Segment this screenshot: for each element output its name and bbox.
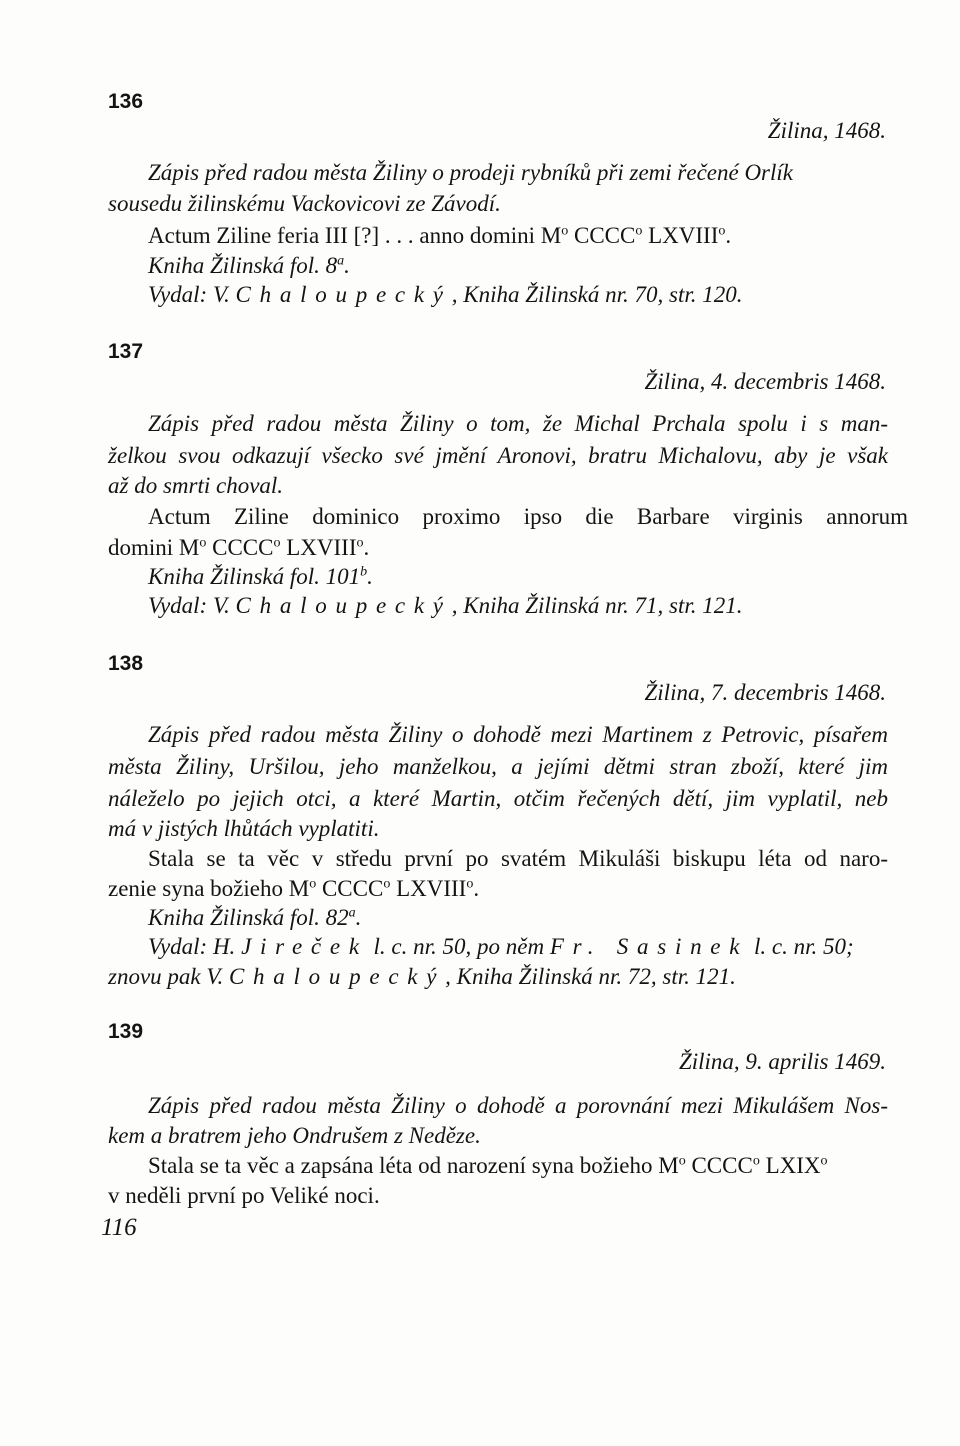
page-folio: 116 (101, 1214, 137, 1241)
text-line: Stala se ta věc v středu první po svatém Mikuláši biskupu léta od naro- (148, 846, 888, 871)
place-date-139: Žilina, 9. aprilis 1469. (678, 1049, 886, 1074)
summary-line: Zápis před radou města Žiliny o dohodě mezi Martinem z Petrovic, písařem (148, 722, 888, 747)
source-line: Kniha Žilinská fol. 82$^a$. (148, 905, 362, 930)
summary-line: želkou svou odkazují všecko své jmění Aronovi, bratru Michalovu, aby je však (108, 443, 888, 468)
entry-number-139: 139 (108, 1020, 144, 1043)
source-line: Kniha Žilinská fol. 8$^a$. (148, 253, 350, 278)
source-line: Kniha Žilinská fol. 101$^b$. (148, 564, 373, 589)
entry-number-138: 138 (108, 652, 144, 675)
place-date-138: Žilina, 7. decembris 1468. (644, 680, 886, 705)
text-line: v neděli první po Veliké noci. (108, 1183, 380, 1208)
summary-line: až do smrti choval. (108, 473, 284, 498)
summary-line: náleželo po jejich otci, a které Martin, otčim řečených dětí, jim vyplatil, neb (108, 786, 888, 811)
summary-line: kem a bratrem jeho Ondrušem z Neděze. (108, 1123, 481, 1148)
actum-line: Actum Ziline dominico proximo ipso die Barbare virginis annorum (148, 504, 908, 529)
entry-number-136: 136 (108, 90, 144, 113)
text-line: zenie syna božieho $M^o$ CCCC$^o$ LXVIII$^o$. (108, 876, 480, 901)
edition-line: Vydal: V. Chaloupecký, Kniha Žilinská nr. 71, str. 121. (148, 593, 743, 618)
entry-number-137: 137 (108, 340, 144, 363)
text-line: Stala se ta věc a zapsána léta od narození syna božieho $M^o$ CCCC$^o$ LXIX$^o$ (148, 1153, 828, 1178)
summary-line: Zápis před radou města Žiliny o dohodě a porovnání mezi Mikulášem Nos- (148, 1093, 888, 1118)
actum-line: Actum Ziline feria III [?] . . . anno domini $M^o$ CCCC$^o$ LXVIII$^o$. (148, 223, 732, 248)
actum-line: domini $M^o$ CCCC$^o$ LXVIII$^o$. (108, 535, 370, 560)
summary-line: sousedu žilinskému Vackovicovi ze Závodí. (108, 191, 501, 216)
edition-line: Vydal: V. Chaloupecký, Kniha Žilinská nr. 70, str. 120. (148, 282, 743, 307)
place-date-136: Žilina, 1468. (767, 118, 886, 143)
edition-line: Vydal: H. Jireček l. c. nr. 50, po něm Fr. Sasinek l. c. nr. 50; (148, 934, 854, 959)
summary-line: města Žiliny, Uršilou, jeho manželkou, a jejími dětmi stran zboží, které jim (108, 754, 888, 779)
place-date-137: Žilina, 4. decembris 1468. (644, 369, 886, 394)
summary-line: Zápis před radou města Žiliny o prodeji rybníků při zemi řečené Orlík (148, 160, 793, 185)
edition-line: znovu pak V. Chaloupecký, Kniha Žilinská nr. 72, str. 121. (108, 964, 736, 989)
summary-line: Zápis před radou města Žiliny o tom, že Michal Prchala spolu i s man- (148, 411, 888, 436)
summary-line: má v jistých lhůtách vyplatiti. (108, 816, 380, 841)
